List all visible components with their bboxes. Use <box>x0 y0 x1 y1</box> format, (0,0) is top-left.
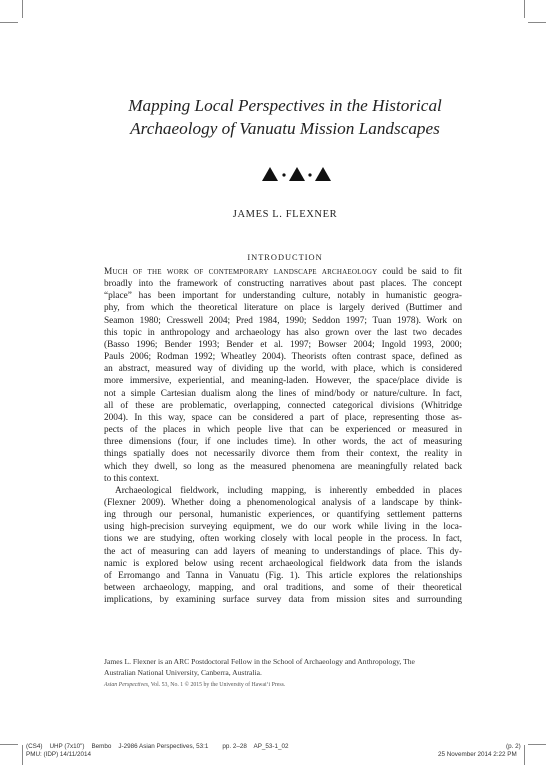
body-line: all of these are problematic, overlapping, connected categorical divisions (Whitridge <box>104 400 462 411</box>
body-line: to this context. <box>104 473 160 484</box>
crop-mark <box>524 0 525 18</box>
journal-name: Asian Perspectives <box>104 682 148 688</box>
author-footnote <box>104 657 464 691</box>
body-line: implications, by examining surface survey data from mission sites and surrounding <box>104 595 462 606</box>
body-line: between archaeology, mapping, and oral traditions, and some of their theoretical <box>104 583 462 594</box>
body-line: this topic in anthropology and archaeology has also grown over the last two decades <box>104 327 462 338</box>
crop-mark <box>22 745 23 765</box>
body-line: the act of measuring can add layers of meaning to understandings of place. This dy- <box>104 546 462 557</box>
body-line: Archaeological fieldwork, including mapping, is inherently embedded in places <box>115 485 462 496</box>
article-title <box>100 94 470 140</box>
body-line: “place” has been important for understanding culture, notably in humanistic geogra- <box>104 291 462 302</box>
publication-details: , Vol. 53, No. 1 © 2015 by the University of Hawai‘i Press. <box>147 682 286 688</box>
body-line: namic is explored below using recent archaeological fieldwork data from the islands <box>104 558 462 569</box>
body-line: using high-precision surveying equipment, we do our work while living in the loca- <box>104 522 462 533</box>
body-line: 2004). In this way, space can be considered a part of place, representing those as- <box>104 412 462 423</box>
body-line: things spatially does not necessarily divorce them from their context, the reality in <box>104 449 462 460</box>
title-line: Archaeology of Vanuatu Mission Landscapes <box>130 119 440 138</box>
crop-mark <box>524 745 525 765</box>
lead-rest: could be said to fit <box>377 267 462 277</box>
body-line: pects of the places in which people live that can be experienced or measured in <box>104 425 462 436</box>
body-line: three dimensions (four, if one includes time). In other words, the act of measuring <box>104 437 462 448</box>
body-line: Seamon 1980; Cresswell 2004; Pred 1984, 1990; Seddon 1997; Tuan 1978). Work on <box>104 315 462 326</box>
footnote-line: James L. Flexner is an ARC Postdoctoral Fellow in the School of Archaeology and Anthropology, The <box>104 657 415 666</box>
print-slug-right-date: 25 November 2014 2:22 PM <box>438 751 517 758</box>
body-line: which they dwell, so long as the measured phenomena are meaningfully related back <box>104 461 462 472</box>
body-line: phy, from which the theoretical literature on place is largely derived (Buttimer and <box>104 303 462 314</box>
publication-line <box>104 680 464 691</box>
crop-mark <box>22 0 23 18</box>
body-line: not a simple Cartesian dualism along the lines of mind/body or nature/culture. In fact, <box>104 388 462 399</box>
body-line: tions we are studying, often working closely with local people in the process. In fact, <box>104 534 462 545</box>
body-line: an abstract, measured way of dividing up the world, with place, which is considered <box>104 364 462 375</box>
print-slug-right: (p. 2) <box>506 743 521 750</box>
body-line: (Flexner 2009). Whether doing a phenomenological analysis of a landscape by think- <box>104 497 462 508</box>
lead-smallcaps: Much of the work of contemporary landscape archaeology <box>104 267 378 277</box>
body-line: more immersive, experiential, and meaning-laden. However, the space/place divide is <box>104 376 462 387</box>
body-line: broadly into the framework of constructing narratives about past places. The concept <box>104 279 462 290</box>
author-name: JAMES L. FLEXNER <box>232 209 338 220</box>
crop-mark <box>0 744 18 745</box>
body-text <box>104 266 462 606</box>
crop-mark <box>528 22 546 23</box>
crop-mark <box>0 22 18 23</box>
body-line: ing through our personal, humanistic experiences, or quantifying settlement patterns <box>104 510 462 521</box>
title-line: Mapping Local Perspectives in the Historical <box>128 96 442 115</box>
body-line: of Erromango and Tanna in Vanuatu (Fig. 1). This article explores the relationships <box>104 570 462 581</box>
section-heading: INTRODUCTION <box>247 253 323 262</box>
triangle-ornament-icon <box>262 166 332 182</box>
print-slug-left: (CS4) UHP (7x10") Bembo J-2986 Asian Perspectives, 53:1 pp. 2–28 AP_53-1_02 <box>26 743 289 750</box>
footnote-line: Australian National University, Canberra, Australia. <box>104 667 262 677</box>
body-line <box>104 266 462 278</box>
print-slug-left-date: PMU: (IDP) 14/11/2014 <box>26 751 91 758</box>
body-line: Pauls 2006; Rodman 1992; Wheatley 2004). Theorists often contrast space, defined as <box>104 352 462 363</box>
body-line: (Basso 1996; Bender 1993; Bender et al. 1997; Bowser 2004; Ingold 1993, 2000; <box>104 339 462 350</box>
crop-mark <box>528 744 546 745</box>
